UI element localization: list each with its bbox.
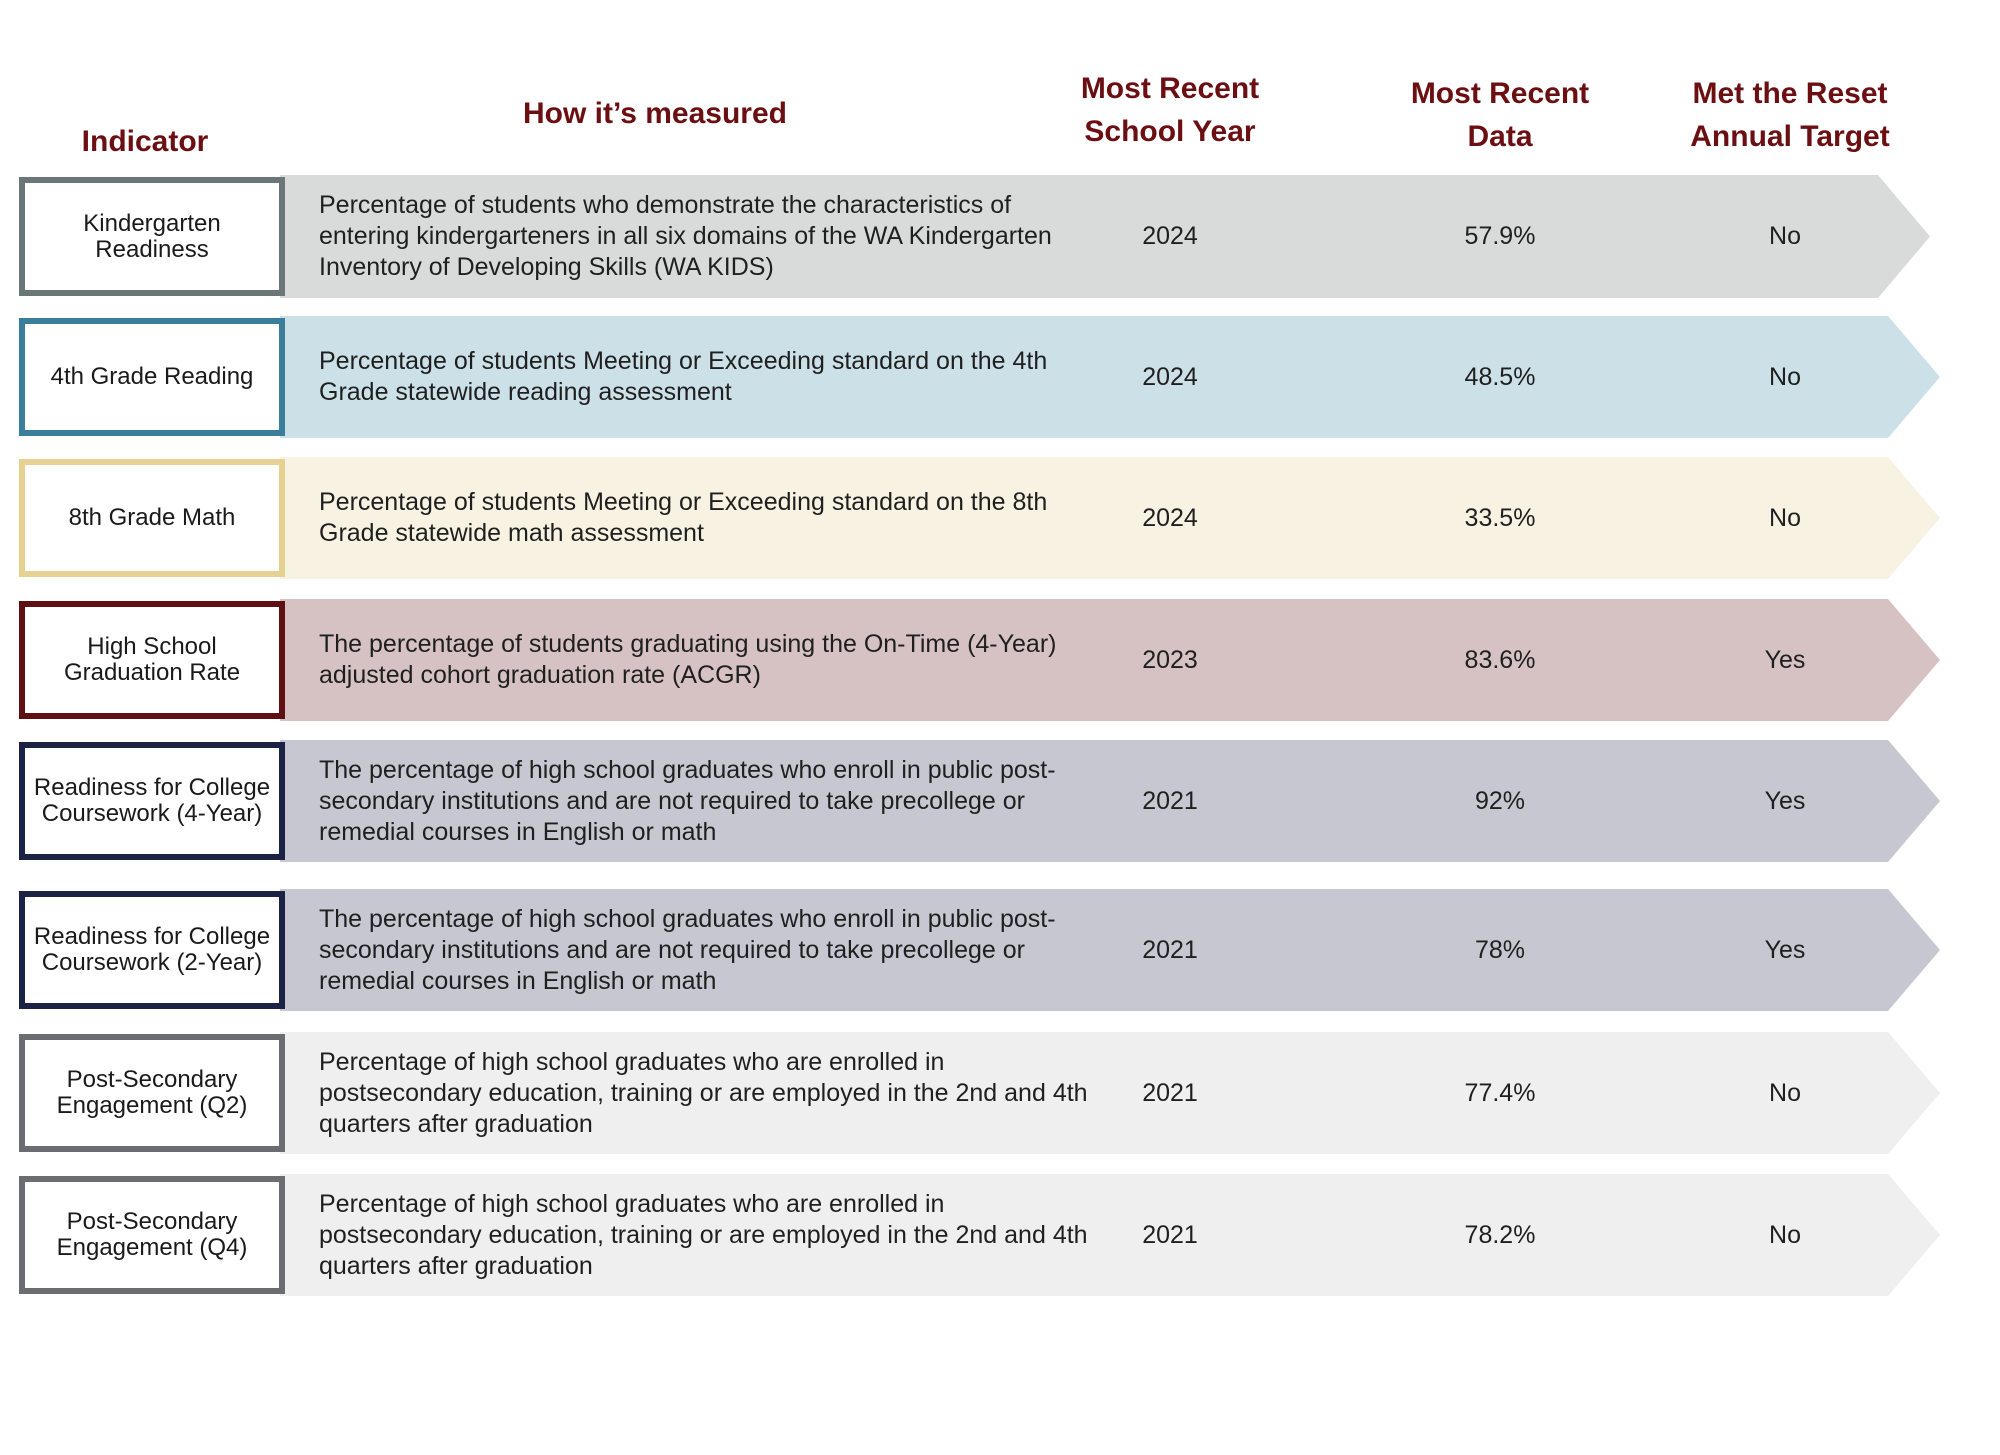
school-year-cell: 2024 (1142, 503, 1198, 532)
met-target-cell: No (1769, 1220, 1801, 1249)
indicator-label: Kindergarten Readiness (19, 177, 285, 296)
met-target-cell: No (1769, 362, 1801, 391)
school-year-cell: 2024 (1142, 362, 1198, 391)
header-met-target: Met the Reset Annual Target (1690, 77, 1890, 153)
indicator-label: High School Graduation Rate (19, 601, 285, 719)
measurement-description: The percentage of students graduating using the On-Time (4-Year) adjusted cohort graduation rate (ACGR) (319, 630, 1057, 689)
school-year-cell: 2021 (1142, 1220, 1198, 1249)
indicator-label: Post-Secondary Engagement (Q4) (19, 1176, 285, 1294)
school-year-cell: 2021 (1142, 786, 1198, 815)
school-year-cell: 2023 (1142, 645, 1198, 674)
measurement-description: Percentage of students Meeting or Exceeding standard on the 4th Grade statewide reading assessment (319, 347, 1048, 406)
table-row (0, 175, 2000, 298)
recent-data-cell: 83.6% (1464, 645, 1536, 674)
header-most-recent-school-year: Most Recent School Year (1080, 72, 1260, 148)
indicator-label: Post-Secondary Engagement (Q2) (19, 1034, 285, 1152)
recent-data-cell: 57.9% (1464, 222, 1536, 250)
table-row (0, 740, 2000, 862)
indicator-label: Readiness for College Coursework (4-Year) (19, 742, 285, 860)
school-year-cell: 2024 (1142, 222, 1198, 250)
measurement-description: The percentage of high school graduates who enroll in public post-secondary institutions and are not required to take precollege or remedial courses in English or math (319, 904, 1056, 995)
measurement-description: The percentage of high school graduates who enroll in public post-secondary institutions and are not required to take precollege or remedial courses in English or math (319, 755, 1056, 846)
met-target-cell: No (1769, 1078, 1801, 1107)
recent-data-cell: 92% (1474, 786, 1526, 815)
measurement-description: Percentage of students Meeting or Exceeding standard on the 8th Grade statewide math assessment (319, 488, 1048, 547)
header-how-measured: How it’s measured (523, 97, 787, 130)
measurement-description: Percentage of students who demonstrate the characteristics of entering kindergarteners in all six domains of the WA Kindergarten Inventory of Developing Skills (WA KIDS) (319, 191, 1052, 281)
met-target-cell: No (1769, 503, 1801, 532)
recent-data-cell: 48.5% (1464, 362, 1536, 391)
indicator-label: 4th Grade Reading (19, 318, 285, 436)
table-row (0, 316, 2000, 438)
recent-data-cell: 33.5% (1464, 503, 1536, 532)
header-indicator: Indicator (81, 125, 209, 158)
school-year-cell: 2021 (1142, 1078, 1198, 1107)
recent-data-cell: 78.2% (1464, 1220, 1536, 1249)
indicator-label: Readiness for College Coursework (2-Year) (19, 891, 285, 1009)
school-year-cell: 2021 (1142, 935, 1198, 964)
table-row (0, 599, 2000, 721)
met-target-cell: No (1769, 222, 1801, 250)
indicator-label: 8th Grade Math (19, 459, 285, 577)
table-row (0, 457, 2000, 579)
recent-data-cell: 78% (1474, 935, 1526, 964)
met-target-cell: Yes (1764, 786, 1806, 815)
recent-data-cell: 77.4% (1464, 1078, 1536, 1107)
table-row (0, 889, 2000, 1011)
header-most-recent-data: Most Recent Data (1410, 77, 1590, 153)
measurement-description: Percentage of high school graduates who are enrolled in postsecondary education, training or are employed in the 2nd and 4th quarters after graduation (319, 1189, 1088, 1280)
met-target-cell: Yes (1764, 935, 1806, 964)
table-row (0, 1174, 2000, 1296)
table-row (0, 1032, 2000, 1154)
met-target-cell: Yes (1764, 645, 1806, 674)
measurement-description: Percentage of high school graduates who are enrolled in postsecondary education, training or are employed in the 2nd and 4th quarters after graduation (319, 1047, 1088, 1138)
